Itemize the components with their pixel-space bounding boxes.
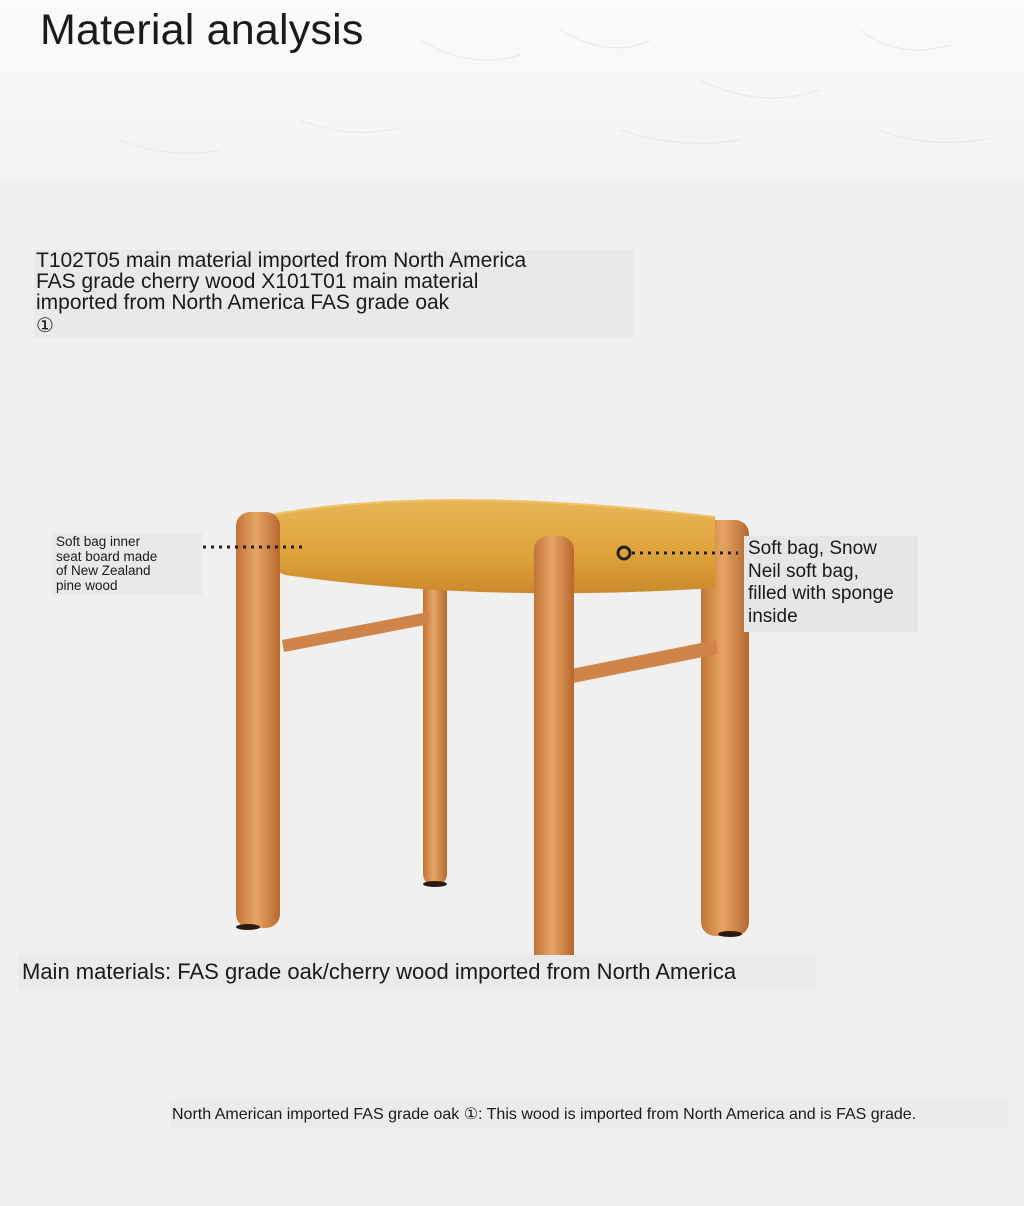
seat-cushion: [270, 500, 715, 593]
callout-line: Soft bag inner: [56, 534, 141, 549]
stretcher-left: [282, 612, 430, 652]
page-title: Material analysis: [40, 6, 364, 54]
callout-line: seat board made: [56, 548, 158, 564]
callout-line: inside: [748, 605, 798, 627]
front-right-leg: [534, 536, 574, 986]
footnote: North American imported FAS grade oak ①: This wood is imported from North America and is FAS grade.: [170, 1101, 1008, 1129]
callout-soft-bag: [744, 536, 918, 632]
stretcher-right: [566, 640, 718, 684]
callout-line: Neil soft bag,: [748, 560, 859, 582]
front-left-leg: [236, 512, 280, 930]
callout-seat-board: [52, 533, 202, 595]
material-note-line: T102T05 main material imported from North America: [36, 249, 527, 272]
callout-line: Soft bag, Snow: [748, 538, 877, 559]
callout-line: filled with sponge: [748, 583, 894, 604]
material-note-line: imported from North America FAS grade oak: [36, 291, 450, 314]
main-materials-caption: Main materials: FAS grade oak/cherry wood imported from North America: [18, 955, 816, 989]
callout-line: pine wood: [56, 577, 118, 593]
material-note-line: FAS grade cherry wood X101T01 main material: [36, 270, 479, 293]
footnote-marker: ①: [36, 315, 54, 337]
callout-line: of New Zealand: [56, 563, 151, 578]
